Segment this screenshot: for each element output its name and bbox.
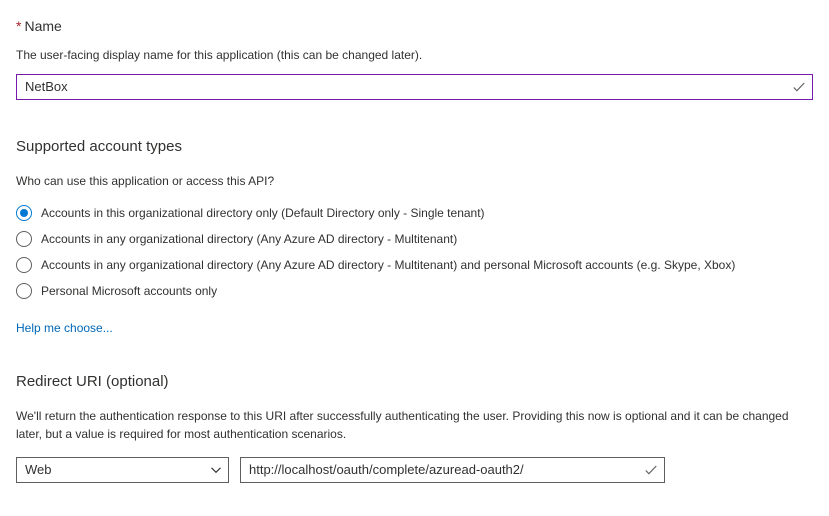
radio-option-personal-only[interactable] xyxy=(16,278,813,304)
chevron-down-icon xyxy=(210,464,222,476)
radio-option-multitenant[interactable] xyxy=(16,226,813,252)
name-label-text: Name xyxy=(24,18,62,34)
redirect-uri-input-value: http://localhost/oauth/complete/azuread-oauth2/ xyxy=(249,462,524,477)
supported-account-types-question: Who can use this application or access this API? xyxy=(16,174,275,188)
checkmark-icon xyxy=(644,463,658,477)
radio-button-icon[interactable] xyxy=(16,257,32,273)
platform-select[interactable] xyxy=(16,457,229,483)
name-input-value: NetBox xyxy=(25,79,68,94)
redirect-uri-input[interactable] xyxy=(240,457,665,483)
radio-option-single-tenant[interactable] xyxy=(16,200,813,226)
required-indicator: * xyxy=(16,18,22,34)
radio-button-icon[interactable] xyxy=(16,283,32,299)
platform-select-value: Web xyxy=(25,462,52,477)
help-me-choose-link[interactable]: Help me choose... xyxy=(16,321,113,335)
redirect-uri-row xyxy=(16,457,813,483)
radio-option-label: Personal Microsoft accounts only xyxy=(41,284,218,298)
account-types-radio-group xyxy=(16,200,813,304)
checkmark-icon xyxy=(792,80,806,94)
radio-button-icon[interactable] xyxy=(16,231,32,247)
radio-option-label: Accounts in any organizational directory (Any Azure AD directory - Multitenant) xyxy=(41,232,458,246)
name-field-description: The user-facing display name for this application (this can be changed later). xyxy=(16,48,423,62)
name-field-label xyxy=(16,16,813,36)
redirect-uri-heading: Redirect URI (optional) xyxy=(16,373,169,390)
radio-option-label: Accounts in any organizational directory (Any Azure AD directory - Multitenant) and personal Microsoft accounts (e.g. Skype, Xbox) xyxy=(41,258,736,272)
name-input[interactable] xyxy=(16,74,813,100)
radio-option-multitenant-and-personal[interactable] xyxy=(16,252,813,278)
radio-option-label: Accounts in this organizational directory only (Default Directory only - Single tenant) xyxy=(41,206,485,220)
redirect-uri-description: We'll return the authentication response to this URI after successfully authenticating the user. Providing this now is optional and it can be changed later, but a value is required for most authentication scenarios. xyxy=(16,409,789,441)
supported-account-types-heading: Supported account types xyxy=(16,138,182,155)
radio-button-selected-icon[interactable] xyxy=(16,205,32,221)
